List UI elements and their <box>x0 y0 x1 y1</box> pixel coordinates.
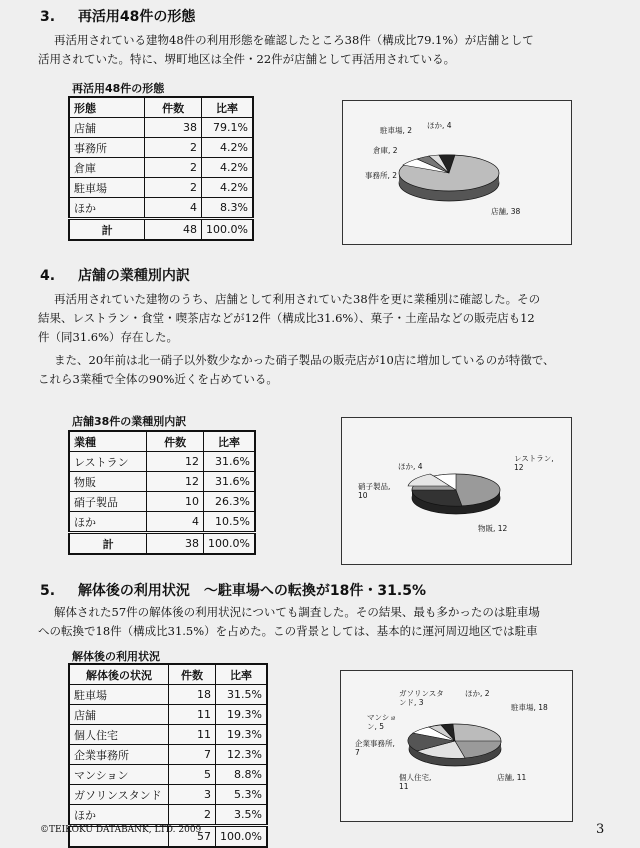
cell: ほか <box>69 198 145 219</box>
table-row <box>69 138 253 158</box>
cell: 100.0% <box>216 826 267 848</box>
cell: 19.3% <box>216 725 267 745</box>
cell: 2 <box>168 805 215 826</box>
column-header: 形態 <box>69 97 145 118</box>
table-row <box>69 805 267 826</box>
cell: 31.5% <box>216 685 267 705</box>
cell: 12 <box>147 472 204 492</box>
text-line: 再活用されている建物48件の利用形態を確認したところ38件（構成比79.1%）が店舗として <box>54 33 534 47</box>
text-line: また、20年前は北一硝子以外数少なかった硝子製品の販売店が10店に増加しているのが特徴で、 <box>54 353 555 367</box>
column-header: 件数 <box>145 97 202 118</box>
cell: 19.3% <box>216 705 267 725</box>
pie-label: ガソリンスタンド, 3 <box>399 689 444 707</box>
cell: 硝子製品 <box>69 492 147 512</box>
section-4-heading <box>40 265 190 285</box>
table-row <box>69 685 267 705</box>
table-caption: 再活用48件の形態 <box>72 82 165 95</box>
table-header-row <box>69 97 253 118</box>
cell: 店舗 <box>69 118 145 138</box>
cell: 4 <box>145 198 202 219</box>
column-header: 比率 <box>202 97 253 118</box>
table-header-row <box>69 431 255 452</box>
section-number: 4. <box>40 268 56 284</box>
cell: 100.0% <box>204 533 255 555</box>
pie-label: ほか, 4 <box>398 462 423 471</box>
pie-label: 店舗, 11 <box>497 773 527 782</box>
cell: 企業事務所 <box>69 745 168 765</box>
section-4-paragraph <box>38 290 555 389</box>
section-number: 5. <box>40 583 56 599</box>
cell: 10.5% <box>204 512 255 533</box>
column-header: 業種 <box>69 431 147 452</box>
text-line: 結果、レストラン・食堂・喫茶店などが12件（構成比31.6%）、菓子・土産品などの販売店も12 <box>38 311 535 325</box>
table-row <box>69 452 255 472</box>
section-5-heading <box>40 580 426 600</box>
cell: 個人住宅 <box>69 725 168 745</box>
cell: 4.2% <box>202 178 253 198</box>
section-5-paragraph <box>38 603 540 641</box>
cell: 倉庫 <box>69 158 145 178</box>
cell: 10 <box>147 492 204 512</box>
cell: レストラン <box>69 452 147 472</box>
table-header-row <box>69 664 267 685</box>
column-header: 比率 <box>204 431 255 452</box>
cell: 2 <box>145 178 202 198</box>
cell: 7 <box>168 745 215 765</box>
cell: 店舗 <box>69 705 168 725</box>
cell: 8.3% <box>202 198 253 219</box>
cell: 物販 <box>69 472 147 492</box>
cell: 38 <box>147 533 204 555</box>
cell: 11 <box>168 705 215 725</box>
cell: 事務所 <box>69 138 145 158</box>
pie-label: 店舗, 38 <box>491 207 521 216</box>
table-row <box>69 765 267 785</box>
pie-label: 駐車場, 2 <box>380 126 413 135</box>
cell: 4 <box>147 512 204 533</box>
table-row <box>69 178 253 198</box>
column-header: 件数 <box>147 431 204 452</box>
table-total-row <box>69 219 253 241</box>
cell: ガソリンスタンド <box>69 785 168 805</box>
copyright-footer: ©TEIKOKU DATABANK, LTD. 2009 <box>40 825 202 835</box>
data-table <box>68 430 256 555</box>
column-header: 比率 <box>216 664 267 685</box>
cell: 駐車場 <box>69 178 145 198</box>
text-line: 件（同31.6%）存在した。 <box>38 330 179 344</box>
pie-label: 硝子製品, 10 <box>358 482 391 500</box>
table-row <box>69 158 253 178</box>
cell: 31.6% <box>204 472 255 492</box>
cell: 26.3% <box>204 492 255 512</box>
pie-label: 企業事務所, 7 <box>355 739 395 757</box>
section-title: 解体後の利用状況 ～駐車場への転換が18件・31.5% <box>77 583 426 599</box>
data-table <box>68 96 254 241</box>
cell: 3.5% <box>216 805 267 826</box>
pie-label: マンション, 5 <box>367 713 397 731</box>
table-row <box>69 785 267 805</box>
pie-chart-frame <box>342 100 572 245</box>
table-caption: 店舗38件の業種別内訳 <box>72 415 187 428</box>
section-title: 店舗の業種別内訳 <box>77 268 190 284</box>
section-3-heading <box>40 6 195 26</box>
cell: 2 <box>145 138 202 158</box>
pie-label: 駐車場, 18 <box>511 703 548 712</box>
table-row <box>69 512 255 533</box>
cell: 3 <box>168 785 215 805</box>
cell: 31.6% <box>204 452 255 472</box>
table-row <box>69 472 255 492</box>
pie-chart-frame <box>340 670 573 822</box>
data-table <box>68 663 268 848</box>
cell: 4.2% <box>202 138 253 158</box>
cell: 100.0% <box>202 219 253 241</box>
cell: 駐車場 <box>69 685 168 705</box>
cell: 38 <box>145 118 202 138</box>
cell: 48 <box>145 219 202 241</box>
column-header: 解体後の状況 <box>69 664 168 685</box>
table-row <box>69 198 253 219</box>
cell: 5 <box>168 765 215 785</box>
table-row <box>69 705 267 725</box>
cell: 18 <box>168 685 215 705</box>
section-title: 再活用48件の形態 <box>77 9 196 25</box>
text-line: これら3業種で全体の90%近くを占めている。 <box>38 372 278 386</box>
text-line: への転換で18件（構成比31.5%）を占めた。この背景としては、基本的に運河周辺地区では駐車 <box>38 624 538 638</box>
cell: 57 <box>168 826 215 848</box>
table-row <box>69 492 255 512</box>
pie-label: 物販, 12 <box>478 524 508 533</box>
cell: マンション <box>69 765 168 785</box>
section-3-paragraph <box>38 31 534 69</box>
cell: 11 <box>168 725 215 745</box>
table-row <box>69 118 253 138</box>
cell: 79.1% <box>202 118 253 138</box>
pie-label: ほか, 2 <box>465 689 490 698</box>
section-number: 3. <box>40 9 56 25</box>
pie-label: ほか, 4 <box>427 121 452 130</box>
text-line: 活用されていた。特に、堺町地区は全件・22件が店舗として再活用されている。 <box>38 52 456 66</box>
text-line: 解体された57件の解体後の利用状況についても調査した。その結果、最も多かったのは駐車場 <box>54 605 540 619</box>
cell: 4.2% <box>202 158 253 178</box>
table-row <box>69 725 267 745</box>
cell: 8.8% <box>216 765 267 785</box>
pie-label: 事務所, 2 <box>365 171 398 180</box>
page-number: 3 <box>596 822 605 837</box>
pie-label: 個人住宅, 11 <box>399 773 432 791</box>
cell: ほか <box>69 805 168 826</box>
column-header: 件数 <box>168 664 215 685</box>
cell: 計 <box>69 533 147 555</box>
cell: 12 <box>147 452 204 472</box>
pie-label: 倉庫, 2 <box>373 146 398 155</box>
table-total-row <box>69 533 255 555</box>
table-row <box>69 745 267 765</box>
cell: 5.3% <box>216 785 267 805</box>
cell: 2 <box>145 158 202 178</box>
pie-label: レストラン, 12 <box>514 454 554 472</box>
table-caption: 解体後の利用状況 <box>72 650 160 663</box>
cell: 計 <box>69 219 145 241</box>
cell: ほか <box>69 512 147 533</box>
cell: 12.3% <box>216 745 267 765</box>
text-line: 再活用されていた建物のうち、店舗として利用されていた38件を更に業種別に確認した。その <box>54 292 541 306</box>
pie-chart-frame <box>341 417 572 565</box>
